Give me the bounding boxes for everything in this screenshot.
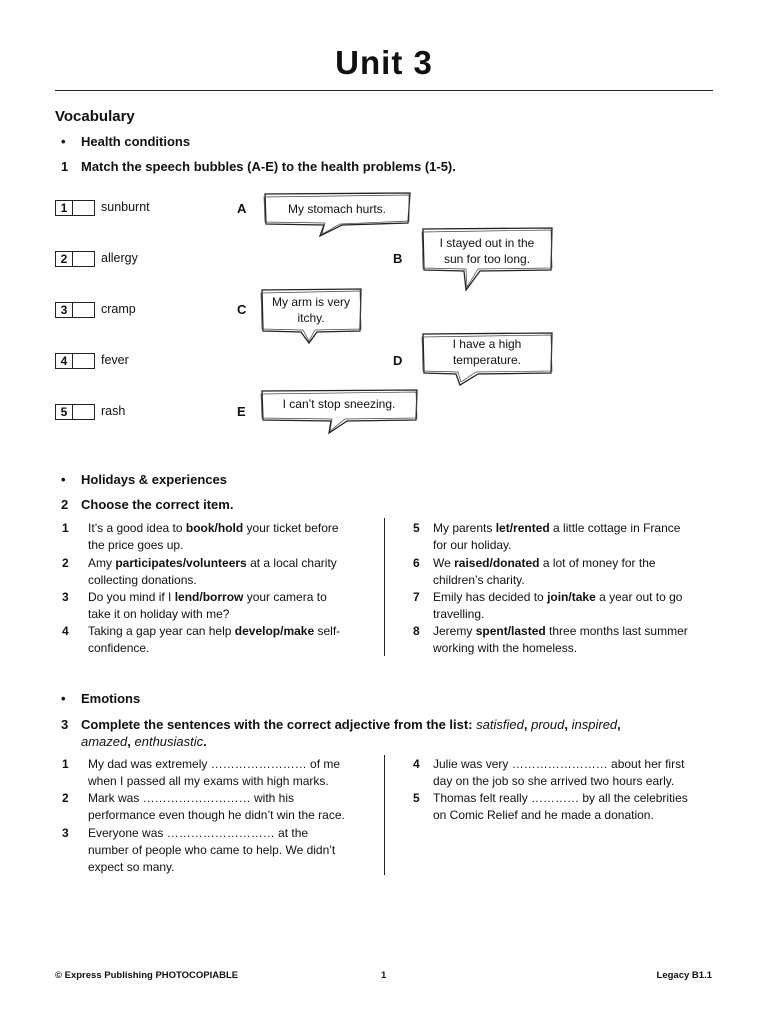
- item-text: We raised/donated a lot of money for the children’s charity.: [433, 556, 656, 587]
- item-text: It’s a good idea to book/hold your ticket before the price goes up.: [88, 521, 339, 552]
- answer-box-number: 1: [56, 201, 73, 215]
- bubble-text-line2: temperature.: [452, 353, 522, 367]
- item-choice[interactable]: raised/donated: [454, 556, 540, 570]
- bubble-text-line2: itchy.: [297, 311, 325, 325]
- item-text: Mark was ……………………… with his performance even though he didn’t win the race.: [88, 791, 345, 822]
- item-text: My parents let/rented a little cottage in France for our holiday.: [433, 521, 681, 552]
- item-text: Jeremy spent/lasted three months last summer working with the homeless.: [433, 624, 688, 655]
- speech-bubble-d: [420, 331, 554, 386]
- item-choice[interactable]: book/hold: [185, 521, 244, 535]
- speech-bubble-e: [259, 388, 419, 434]
- word-list-item: amazed: [81, 734, 128, 749]
- instruction-number: 2: [61, 497, 69, 512]
- item-choice[interactable]: spent/lasted: [475, 624, 546, 638]
- item-text: My dad was extremely …………………… of me when I passed all my exams with high marks.: [88, 757, 341, 788]
- item-choice[interactable]: let/rented: [495, 521, 550, 535]
- item-number: 6: [413, 556, 420, 570]
- item-text: Emily has decided to join/take a year out to go travelling.: [433, 590, 683, 621]
- health-word-cramp: cramp: [101, 302, 136, 316]
- item-choice[interactable]: join/take: [547, 590, 596, 604]
- instruction-text: Match the speech bubbles (A-E) to the health problems (1-5).: [81, 159, 456, 174]
- answer-box-number: 4: [56, 354, 73, 368]
- item-number: 5: [413, 791, 420, 805]
- bubble-letter-a: A: [237, 201, 247, 216]
- answer-box-4[interactable]: [55, 353, 95, 369]
- answer-box-5[interactable]: [55, 404, 95, 420]
- instruction-text: Complete the sentences with the correct adjective from the list:: [81, 717, 473, 732]
- bubble-text-line1: My arm is very: [272, 295, 350, 309]
- item-text: Julie was very …………………… about her first day on the job so she arrived two hours early.: [433, 757, 685, 788]
- item-choice[interactable]: develop/make: [234, 624, 315, 638]
- item-number: 2: [62, 556, 69, 570]
- health-word-sunburnt: sunburnt: [101, 200, 150, 214]
- health-word-allergy: allergy: [101, 251, 138, 265]
- item-text: Thomas felt really ………… by all the celebrities on Comic Relief and he made a donation.: [433, 791, 688, 822]
- health-word-rash: rash: [101, 404, 126, 418]
- item-number: 3: [62, 826, 69, 840]
- item-number: 2: [62, 791, 69, 805]
- speech-bubble-b: [420, 226, 554, 292]
- item-text: Everyone was ……………………… at the number of people who came to help. We didn’t expect so many.: [88, 826, 336, 874]
- speech-bubble-c: [259, 287, 363, 345]
- item-number: 1: [62, 521, 69, 535]
- instruction-number: 3: [61, 717, 69, 732]
- item-text: Taking a gap year can help develop/make self- confidence.: [88, 624, 341, 655]
- bubble-text-line1: I stayed out in the: [439, 236, 535, 250]
- instruction-number: 1: [61, 159, 69, 174]
- bullet-holidays-experiences: • Holidays & experiences: [55, 472, 227, 487]
- instruction-2: [55, 497, 233, 512]
- column-divider: [384, 518, 385, 656]
- footer-book-title: Legacy B1.1: [656, 970, 712, 981]
- bubble-letter-c: C: [237, 302, 247, 317]
- item-number: 3: [62, 590, 69, 604]
- item-choice[interactable]: participates/volunteers: [115, 556, 247, 570]
- speech-bubble-a: [262, 191, 412, 237]
- item-text: Amy participates/volunteers at a local charity collecting donations.: [88, 556, 337, 587]
- answer-box-3[interactable]: [55, 302, 95, 318]
- item-number: 1: [62, 757, 69, 771]
- page-title: Unit 3: [335, 44, 433, 81]
- item-number: 8: [413, 624, 420, 638]
- answer-box-2[interactable]: [55, 251, 95, 267]
- bubble-letter-b: B: [393, 251, 403, 266]
- section-title: Vocabulary: [55, 108, 135, 125]
- bubble-text-line1: I have a high: [452, 337, 522, 351]
- footer-copyright: © Express Publishing PHOTOCOPIABLE: [55, 970, 239, 981]
- bullet-health-conditions: • Health conditions: [55, 134, 190, 149]
- instruction-1: [55, 159, 456, 174]
- item-number: 7: [413, 590, 420, 604]
- word-list-item: inspired: [571, 717, 618, 732]
- bubble-text-line2: sun for too long.: [443, 252, 531, 266]
- item-choice[interactable]: lend/borrow: [174, 590, 244, 604]
- footer-page-number: 1: [381, 970, 387, 981]
- word-list-item: enthusiastic: [134, 734, 204, 749]
- instruction-3: 3 Complete the sentences with the correct adjective from the list: satisfied, proud, inspired, amazed, enthusiastic.: [55, 716, 715, 750]
- bubble-letter-e: E: [237, 404, 246, 419]
- item-number: 5: [413, 521, 420, 535]
- bullet-emotions: • Emotions: [55, 691, 140, 706]
- title-rule: [55, 90, 713, 91]
- answer-box-1[interactable]: [55, 200, 95, 216]
- word-list-item: satisfied: [476, 717, 524, 732]
- item-number: 4: [62, 624, 69, 638]
- column-divider: [384, 755, 385, 875]
- item-text: Do you mind if I lend/borrow your camera to take it on holiday with me?: [88, 590, 327, 621]
- word-list-item: proud: [531, 717, 565, 732]
- instruction-text: Choose the correct item.: [81, 497, 234, 512]
- item-number: 4: [413, 757, 420, 771]
- health-word-fever: fever: [101, 353, 129, 367]
- bubble-text-line1: I can’t stop sneezing.: [282, 397, 396, 411]
- bubble-letter-d: D: [393, 353, 403, 368]
- answer-box-number: 5: [56, 405, 73, 419]
- bubble-text-line1: My stomach hurts.: [287, 202, 387, 216]
- answer-box-number: 2: [56, 252, 73, 266]
- answer-box-number: 3: [56, 303, 73, 317]
